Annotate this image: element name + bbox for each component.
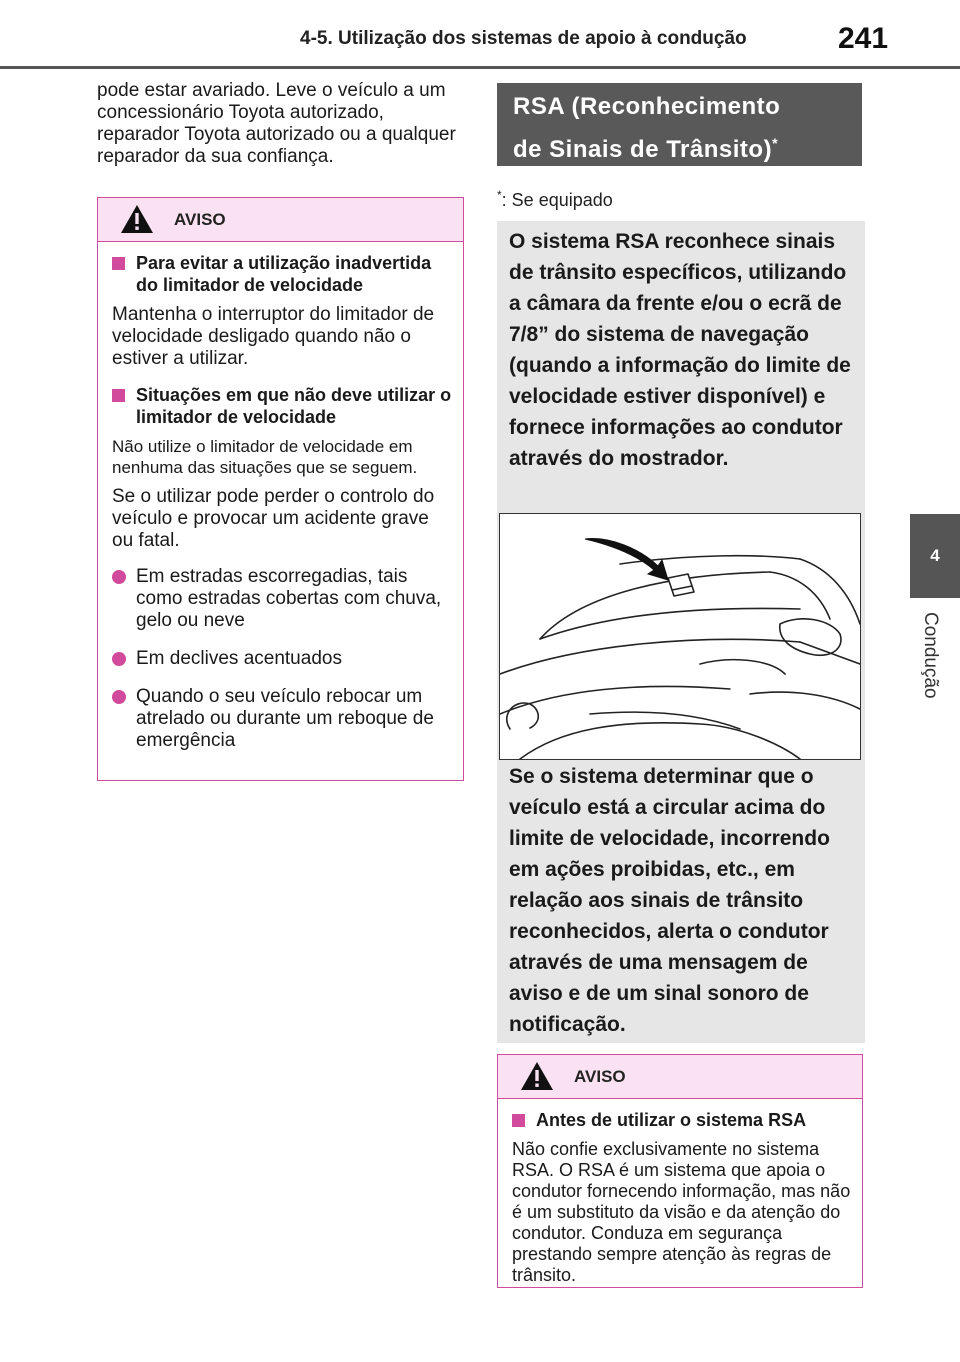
list-item	[112, 566, 453, 632]
warning-body	[98, 242, 463, 752]
list-item	[112, 686, 453, 752]
footnote-mark: *	[772, 135, 779, 151]
warning-triangle-icon	[520, 1061, 554, 1091]
warning-title: AVISO	[174, 210, 226, 229]
windshield-camera-illustration	[499, 513, 861, 760]
footnote	[497, 188, 613, 211]
warning-section-heading	[112, 252, 453, 296]
intro-paragraph: pode estar avariado. Leve o veículo a um concessionário Toyota autorizado, reparador Toyota autorizado ou a qualquer reparador da sua confiança.	[97, 80, 456, 167]
section-title-do-not-use: Situações em que não deve utilizar o limitador de velocidade	[136, 385, 452, 427]
bullet-text-slippery-roads: Em estradas escorregadias, tais como estradas cobertas com chuva, gelo ou neve	[136, 566, 442, 631]
dot-bullet-icon	[112, 652, 126, 666]
rsa-description-box	[497, 221, 865, 1043]
header-divider	[0, 66, 960, 69]
rsa-title-line1: RSA (Reconhecimento	[513, 93, 781, 120]
footnote-mark: *	[497, 188, 502, 202]
dot-bullet-icon	[112, 570, 126, 584]
section-text-switch-off: Mantenha o interruptor do limitador de velocidade desligado quando não o estiver a utilizar.	[112, 304, 435, 369]
square-bullet-icon	[112, 257, 125, 270]
rsa-alert-description: Se o sistema determinar que o veículo está a circular acima do limite de velocidade, incorrendo em ações proibidas, etc., em relação aos sinais de trânsito reconhecidos, alerta o condutor através de uma mensagem de aviso e de um sinal sonoro de notificação.	[509, 765, 830, 1036]
footnote-text: : Se equipado	[501, 190, 613, 210]
bullet-text-steep-slopes: Em declives acentuados	[136, 648, 342, 669]
warning-box-rsa	[497, 1054, 863, 1288]
section-header-title: 4-5. Utilização dos sistemas de apoio à condução	[300, 28, 747, 49]
section-text-rsa-reliance: Não confie exclusivamente no sistema RSA. O RSA é um sistema que apoia o condutor fornecendo informação, mas não é um substituto da visão e da atenção do condutor. Conduza em segurança prestando sempre atenção às regras de trânsito.	[512, 1139, 851, 1285]
chapter-label: Condução	[920, 612, 941, 699]
warning-body	[498, 1099, 862, 1286]
section-title-inadvertent-use: Para evitar a utilização inadvertida do limitador de velocidade	[136, 253, 432, 295]
warning-box-speed-limiter	[97, 197, 464, 781]
rsa-section-title	[497, 83, 862, 166]
bullet-text-towing: Quando o seu veículo rebocar um atrelado ou durante um reboque de emergência	[136, 686, 434, 751]
section-title-before-using-rsa: Antes de utilizar o sistema RSA	[536, 1110, 807, 1130]
warning-title: AVISO	[574, 1067, 626, 1086]
warning-section-heading	[512, 1109, 852, 1131]
warning-header	[98, 198, 463, 242]
square-bullet-icon	[112, 389, 125, 402]
page-number: 241	[838, 22, 889, 55]
list-item	[112, 648, 453, 670]
car-interior-drawing	[500, 514, 860, 759]
warning-section-heading	[112, 384, 453, 428]
square-bullet-icon	[512, 1114, 525, 1127]
section-text-situations: Não utilize o limitador de velocidade em nenhuma das situações que se seguem.	[112, 437, 418, 477]
warning-header	[498, 1055, 862, 1099]
rsa-description: O sistema RSA reconhece sinais de trânsito específicos, utilizando a câmara da frente e/ou o ecrã de 7/8” do sistema de navegação (quando a informação do limite de velocidade estiver disponível) e fornece informações ao condutor através do mostrador.	[509, 230, 851, 470]
section-text-loss-of-control: Se o utilizar pode perder o controlo do veículo e provocar um acidente grave ou fatal.	[112, 486, 435, 551]
dot-bullet-icon	[112, 690, 126, 704]
rsa-title-line2: de Sinais de Trânsito)*	[513, 135, 779, 163]
warning-triangle-icon	[120, 204, 154, 234]
chapter-tab: 4	[910, 514, 960, 598]
